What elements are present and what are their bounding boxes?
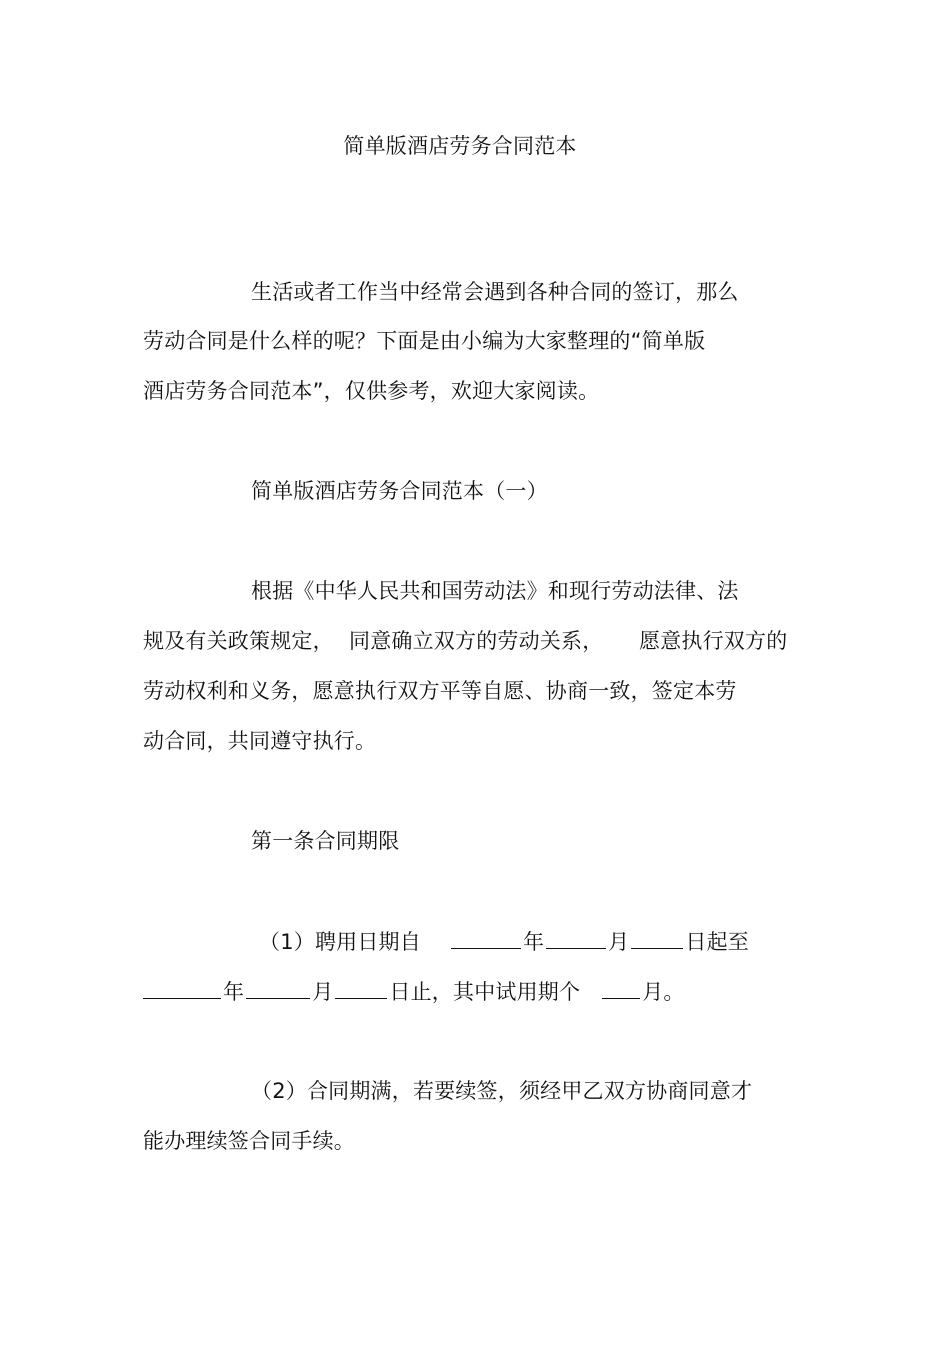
label-year-2: 年: [223, 980, 245, 1004]
article-1-heading: 第一条合同期限: [251, 829, 400, 853]
preamble-line-3: 劳动权利和义务，愿意执行双方平等自愿、协商一致，签定本劳: [143, 679, 737, 703]
clause-2-line-2: 能办理续签合同手续。: [143, 1129, 355, 1153]
label-month: 月: [608, 930, 630, 954]
blank-start-year[interactable]: [451, 926, 521, 949]
blank-end-day[interactable]: [335, 976, 387, 999]
section-heading: 简单版酒店劳务合同范本（一）: [251, 479, 548, 503]
intro-line-2: 劳动合同是什么样的呢？下面是由小编为大家整理的“简单版: [143, 329, 706, 353]
clause-1-prefix: （1）聘用日期自: [259, 930, 421, 954]
preamble-line-2a: 规及有关政策规定，: [143, 629, 334, 653]
label-end-month: 月。: [642, 980, 685, 1004]
preamble-line-2c: 愿意执行双方的: [639, 629, 788, 653]
document-title: 简单版酒店劳务合同范本: [343, 134, 577, 158]
label-year: 年: [522, 930, 545, 954]
intro-line-1: 生活或者工作当中经常会遇到各种合同的签订，那么: [251, 280, 739, 304]
intro-line-3: 酒店劳务合同范本”，仅供参考，欢迎大家阅读。: [143, 379, 600, 403]
blank-start-day[interactable]: [631, 926, 683, 949]
blank-end-month[interactable]: [246, 976, 310, 999]
label-day-from: 日起至: [685, 930, 749, 954]
blank-start-month[interactable]: [546, 926, 606, 949]
blank-end-year[interactable]: [143, 976, 221, 999]
label-month-2: 月: [312, 980, 334, 1004]
blank-trial-months[interactable]: [602, 976, 640, 999]
label-day-to: 日止，其中试用期个: [389, 980, 581, 1004]
clause-1-line-2: [143, 976, 685, 1007]
preamble-line-4: 动合同，共同遵守执行。: [143, 729, 377, 753]
clause-2-line-1: （2）合同期满，若要续签，须经甲乙双方协商同意才: [251, 1079, 753, 1103]
clause-1-line-1: [259, 926, 749, 957]
preamble-line-1: 根据《中华人民共和国劳动法》和现行劳动法律、法: [251, 579, 739, 603]
preamble-line-2b: 同意确立双方的劳动关系，: [349, 629, 604, 653]
